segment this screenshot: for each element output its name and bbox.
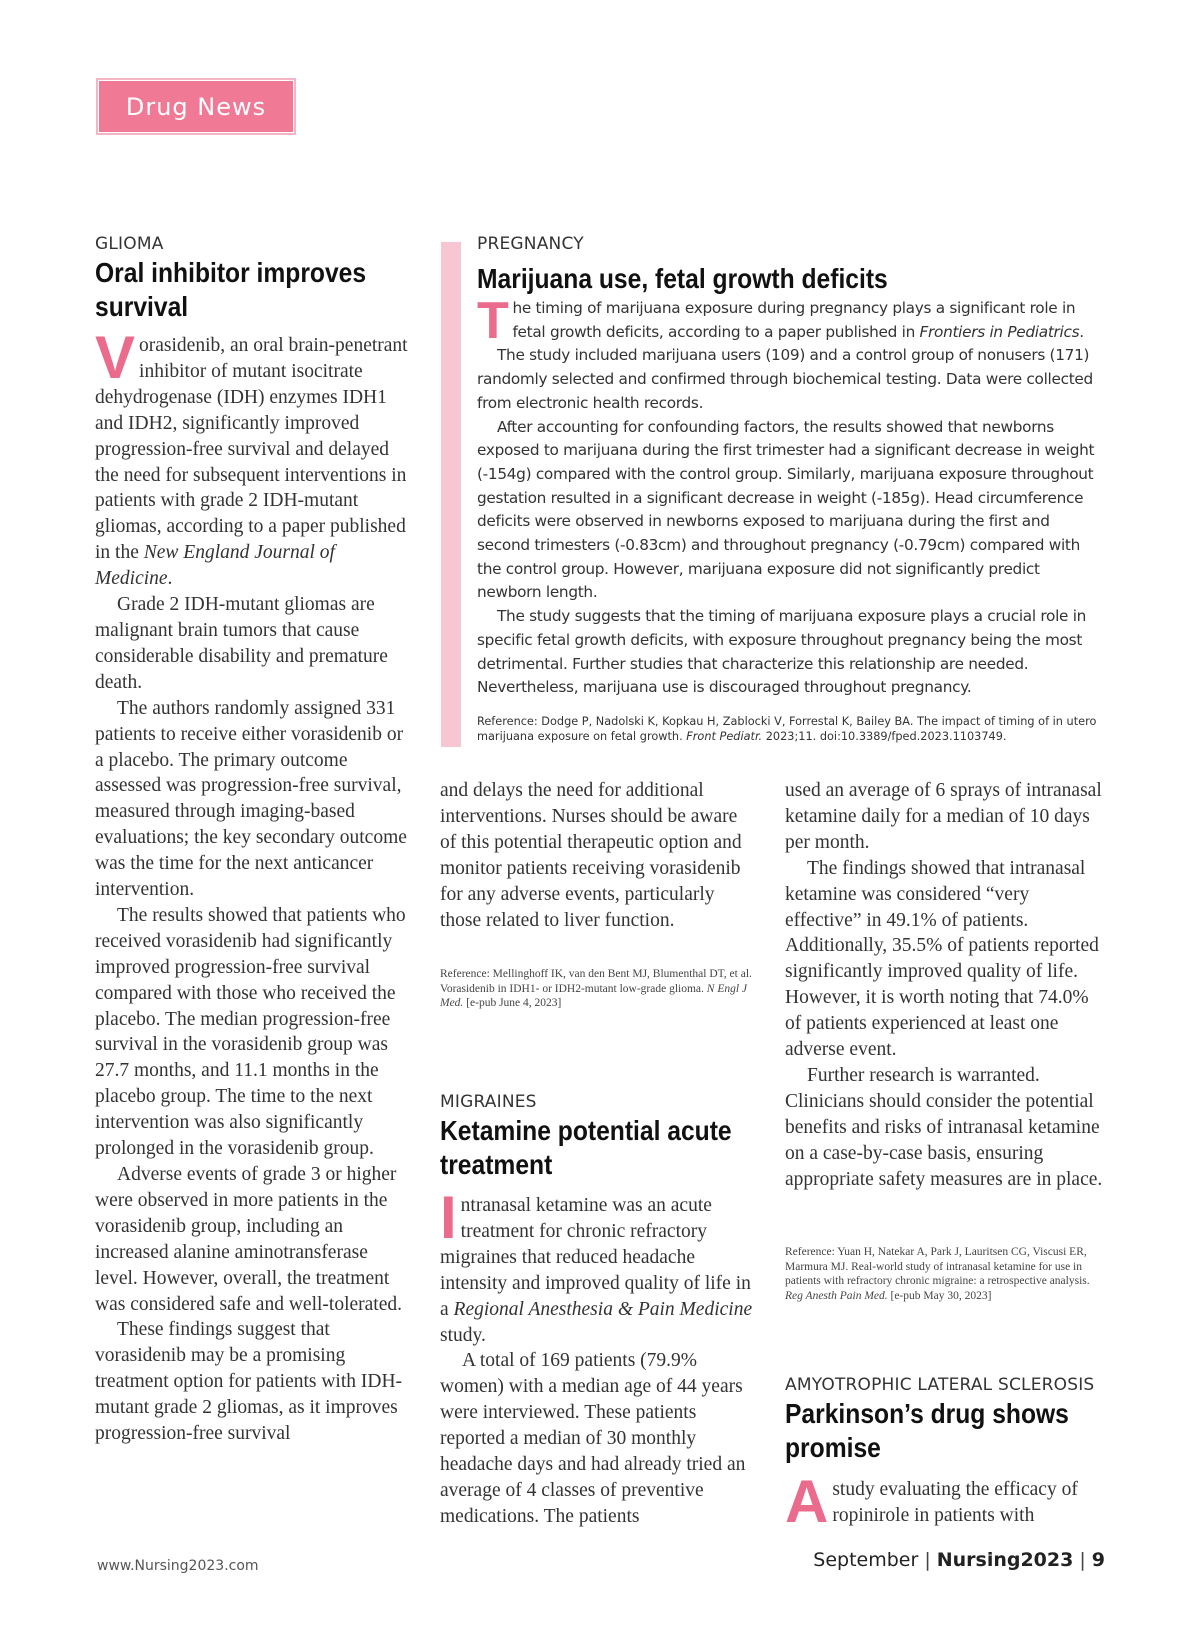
als-headline: Parkinson’s drug shows promise <box>785 1398 1069 1463</box>
page-number: 9 <box>1091 1549 1105 1571</box>
pregnancy-reference: Reference: Dodge P, Nadolski K, Kopkau H, Zablocki V, Forrestal K, Bailey BA. The impact of timing of in utero marijuana exposure on fetal growth. Front Pediatr. 2023;11. doi:10.3389/fped.2023.1103749. <box>477 715 1097 743</box>
sidebar-accent-bar <box>441 242 461 747</box>
migraines-dropcap: I <box>440 1184 457 1251</box>
als-kicker: AMYOTROPHIC LATERAL SCLEROSIS <box>785 1375 1095 1395</box>
glioma-continued: and delays the need for additional interventions. Nurses should be aware of this potential therapeutic option and monitor patients receiving vorasidenib for any adverse events, particularly those related to liver function. <box>440 780 742 931</box>
pregnancy-kicker: PREGNANCY <box>477 234 584 254</box>
glioma-headline: Oral inhibitor improves survival <box>95 257 367 322</box>
footer-brand: Nursing2023 <box>936 1549 1074 1571</box>
section-tag: Drug News <box>96 78 296 135</box>
footer-folio: September | Nursing2023 | 9 <box>813 1549 1105 1571</box>
pregnancy-headline: Marijuana use, fetal growth deficits <box>477 263 888 294</box>
glioma-body: Vorasidenib, an oral brain-penetrant inhibitor of mutant isocitrate dehydrogenase (IDH) enzymes IDH1 and IDH2, significantly improved progression-free survival and delayed the need for subsequent interventions in patients with grade 2 IDH-mutant gliomas, according to a paper published in the New England Journal of Medicine. Grade 2 IDH-mutant gliomas are malignant brain tumors that cause considerable disability and premature death. The authors randomly assigned 331 patients to receive either vorasidenib or a placebo. The primary outcome assessed was progression-free survival, measured through imaging-based evaluations; the key secondary outcome was the time for the next anticancer intervention. The results showed that patients who received vorasidenib had significantly improved progression-free survival compared with those who received the placebo. The median progression-free survival in the vorasidenib group was 27.7 months, and 11.1 months in the placebo group. The time to the next intervention was also significantly prolonged in the vorasidenib group. Adverse events of grade 3 or higher were observed in more patients in the vorasidenib group, including an increased alanine aminotransferase level. However, overall, the treatment was considered safe and well-tolerated. These findings suggest that vorasidenib may be a promising treatment option for patients with IDH-mutant grade 2 gliomas, as it improves progression-free survival <box>95 324 408 1445</box>
glioma-reference: Reference: Mellinghoff IK, van den Bent MJ, Blumenthal DT, et al. Vorasidenib in IDH1- or IDH2-mutant low-grade glioma. N Engl J Med. [e-pub June 4, 2023] <box>440 968 752 1009</box>
pregnancy-dropcap: T <box>477 292 509 350</box>
migraines-headline: Ketamine potential acute treatment <box>440 1115 732 1180</box>
migraines-continued: used an average of 6 sprays of intranasal ketamine daily for a median of 10 days per month. The findings showed that intranasal ketamine was considered “very effective” in 49.1% of patients. Additionally, 35.5% of patients reported significantly improved quality of life. However, it is worth noting that 74.0% of patients experienced at least one adverse event. Further research is warranted. Clinicians should consider the potential benefits and risks of intranasal ketamine on a case-by-case basis, ensuring appropriate safety measures are in place. <box>785 780 1103 1190</box>
migraines-body: Intranasal ketamine was an acute treatment for chronic refractory migraines that reduced headache intensity and improved quality of life in a Regional Anesthesia & Pain Medicine study. A total of 169 patients (79.9% women) with a median age of 44 years were interviewed. These patients reported a median of 30 monthly headache days and had already tried an average of 4 classes of preventive medications. The patients <box>440 1184 753 1527</box>
footer-month: September <box>813 1549 919 1571</box>
migraines-reference: Reference: Yuan H, Natekar A, Park J, Lauritsen CG, Viscusi ER, Marmura MJ. Real-world study of intranasal ketamine for use in patients with refractory chronic migraine: a retrospective analysis. Reg Anesth Pain Med. [e-pub May 30, 2023] <box>785 1246 1090 1302</box>
pregnancy-body: The timing of marijuana exposure during pregnancy plays a significant role in fetal growth deficits, according to a paper published in Frontiers in Pediatrics. The study included marijuana users (109) and a control group of nonusers (171) randomly selected and confirmed through biochemical testing. Data were collected from electronic health records. After accounting for confounding factors, the results showed that newborns exposed to marijuana during the first trimester had a significant decrease in weight (-154g) compared with the control group. Similarly, marijuana exposure throughout gestation resulted in a significant decrease in weight (-185g). Head circumference deficits were observed in newborns exposed to marijuana during the first and second trimesters (-0.83cm) and throughout pregnancy (-0.79cm) compared with the control group. However, marijuana exposure did not significantly predict newborn length. The study suggests that the timing of marijuana exposure plays a crucial role in specific fetal growth deficits, with exposure throughout pregnancy being the most detrimental. Further studies that characterize this relationship are needed. Nevertheless, marijuana use is discouraged throughout pregnancy. <box>477 292 1095 697</box>
als-body: Astudy evaluating the efficacy of ropinirole in patients with <box>785 1468 1078 1535</box>
als-dropcap: A <box>785 1468 829 1535</box>
migraines-kicker: MIGRAINES <box>440 1092 537 1112</box>
glioma-dropcap: V <box>95 324 136 391</box>
glioma-kicker: GLIOMA <box>95 234 164 254</box>
footer-url: www.Nursing2023.com <box>97 1558 259 1574</box>
